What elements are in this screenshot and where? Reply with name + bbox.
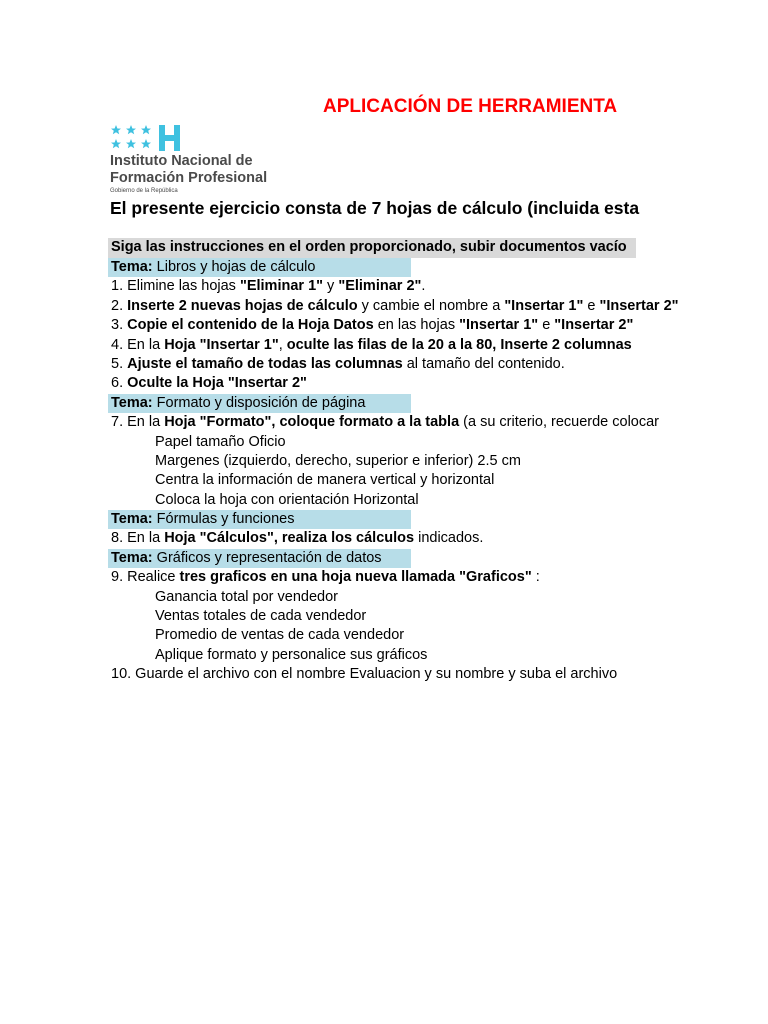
item-text: : bbox=[531, 569, 540, 585]
item-10: 10. Guarde el archivo con el nombre Evaluacion y su nombre y suba el archivo bbox=[111, 666, 618, 682]
item-bold: "Insertar 1" bbox=[504, 298, 584, 314]
tema-label: Tema: bbox=[111, 395, 153, 411]
logo-text-line3: Gobierno de la República bbox=[110, 188, 178, 194]
item-bold: Oculte la Hoja "Insertar 2" bbox=[127, 375, 307, 391]
item-bold: Hoja "Formato", coloque formato a la tabla bbox=[164, 414, 460, 430]
tema-text: Formato y disposición de página bbox=[152, 395, 366, 411]
item-1 bbox=[111, 277, 425, 296]
item-8 bbox=[111, 529, 483, 548]
item-text: 1. Elimine las hojas bbox=[111, 278, 240, 294]
item-7-sub: Papel tamaño Oficio bbox=[155, 434, 286, 450]
document-title: APLICACIÓN DE HERRAMIENTA bbox=[323, 96, 618, 117]
item-text: y cambie el nombre a bbox=[357, 298, 505, 314]
tema-row-graficos bbox=[111, 549, 382, 568]
item-bold: Hoja "Cálculos", realiza los cálculos bbox=[164, 530, 415, 546]
item-bold: "Insertar 1" bbox=[459, 317, 539, 333]
item-text: y bbox=[323, 278, 339, 294]
logo-text-line2: Formación Profesional bbox=[110, 170, 268, 186]
intro-text: El presente ejercicio consta de 7 hojas de cálculo (incluida esta bbox=[110, 198, 640, 218]
tema-row-libros bbox=[111, 258, 315, 277]
item-text: 6. bbox=[111, 375, 128, 391]
item-7-sub: Margenes (izquierdo, derecho, superior e inferior) 2.5 cm bbox=[155, 453, 521, 469]
item-text: 9. Realice bbox=[111, 569, 180, 585]
item-text: en las hojas bbox=[373, 317, 460, 333]
item-text: 4. En la bbox=[111, 337, 165, 353]
item-6 bbox=[111, 374, 307, 393]
item-bold: "Insertar 2" bbox=[599, 298, 679, 314]
item-bold: Copie el contenido de la Hoja Datos bbox=[127, 317, 374, 333]
item-bold: Ajuste el tamaño de todas las columnas bbox=[127, 356, 403, 372]
item-bold: Hoja "Insertar 1" bbox=[164, 337, 279, 353]
logo-text-line1: Instituto Nacional de bbox=[110, 153, 253, 169]
item-text: . bbox=[421, 278, 426, 294]
item-bold: "Eliminar 1" bbox=[239, 278, 324, 294]
item-bold: "Eliminar 2" bbox=[338, 278, 422, 294]
item-text: (a su criterio, recuerde colocar bbox=[459, 414, 659, 430]
item-4 bbox=[111, 336, 632, 355]
item-text: e bbox=[538, 317, 555, 333]
item-text: 3. bbox=[111, 317, 128, 333]
item-9-sub: Aplique formato y personalice sus gráficos bbox=[155, 647, 428, 663]
tema-row-formato bbox=[111, 394, 365, 413]
tema-text: Gráficos y representación de datos bbox=[152, 550, 382, 566]
item-9-sub: Ganancia total por vendedor bbox=[155, 589, 338, 605]
instructions-header: Siga las instrucciones en el orden proporcionado, subir documentos vacío bbox=[111, 239, 627, 255]
item-text: 5. bbox=[111, 356, 128, 372]
logo-stars-h-icon bbox=[110, 124, 182, 152]
item-7 bbox=[111, 413, 659, 432]
item-5 bbox=[111, 355, 565, 374]
tema-label: Tema: bbox=[111, 550, 153, 566]
item-text: , bbox=[278, 337, 287, 353]
tema-text: Libros y hojas de cálculo bbox=[152, 259, 316, 275]
item-2 bbox=[111, 297, 679, 316]
item-bold: "Insertar 2" bbox=[554, 317, 634, 333]
tema-label: Tema: bbox=[111, 259, 153, 275]
item-text: 7. En la bbox=[111, 414, 165, 430]
item-text: indicados. bbox=[414, 530, 484, 546]
item-text: 8. En la bbox=[111, 530, 165, 546]
item-text: 2. bbox=[111, 298, 128, 314]
item-bold: oculte las filas de la 20 a la 80, Inserte 2 columnas bbox=[286, 337, 632, 353]
item-3 bbox=[111, 316, 633, 335]
item-7-sub: Centra la información de manera vertical y horizontal bbox=[155, 472, 495, 488]
item-text: al tamaño del contenido. bbox=[402, 356, 565, 372]
item-9-sub: Ventas totales de cada vendedor bbox=[155, 608, 367, 624]
item-bold: tres graficos en una hoja nueva llamada "Graficos" bbox=[179, 569, 532, 585]
tema-label: Tema: bbox=[111, 511, 153, 527]
item-9 bbox=[111, 568, 540, 587]
item-bold: Inserte 2 nuevas hojas de cálculo bbox=[127, 298, 358, 314]
item-9-sub: Promedio de ventas de cada vendedor bbox=[155, 627, 405, 643]
item-7-sub: Coloca la hoja con orientación Horizontal bbox=[155, 492, 419, 508]
item-text: e bbox=[583, 298, 600, 314]
tema-text: Fórmulas y funciones bbox=[152, 511, 295, 527]
tema-row-formulas bbox=[111, 510, 294, 529]
infop-logo bbox=[110, 124, 310, 196]
